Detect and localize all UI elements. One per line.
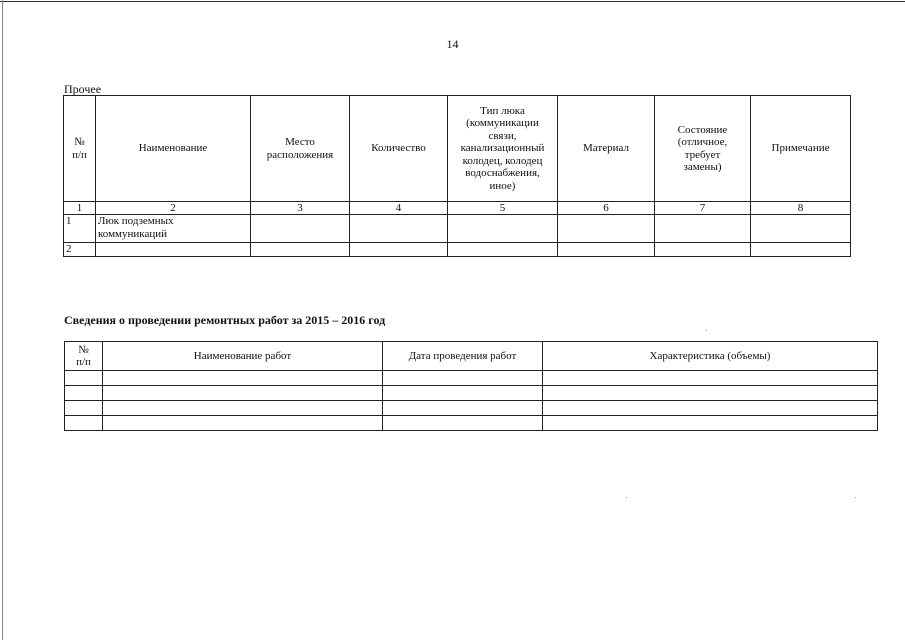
table-row bbox=[65, 371, 878, 386]
row-condition bbox=[655, 215, 751, 243]
row-quantity bbox=[350, 215, 448, 243]
header-num: № п/п bbox=[65, 342, 103, 371]
column-number-row bbox=[64, 202, 851, 215]
column-number: 7 bbox=[655, 202, 751, 215]
row-hatch-type bbox=[448, 215, 558, 243]
header-num: № п/п bbox=[64, 96, 96, 202]
repair-works-title: Сведения о проведении ремонтных работ за 2015 – 2016 год bbox=[64, 313, 386, 327]
row-note bbox=[751, 215, 851, 243]
header-condition: Состояние (отличное, требует замены) bbox=[655, 96, 751, 202]
table-row bbox=[64, 215, 851, 243]
row-quantity bbox=[350, 243, 448, 257]
scan-speck bbox=[626, 497, 627, 498]
row-num: 2 bbox=[64, 243, 96, 257]
table-row bbox=[64, 243, 851, 257]
column-number: 3 bbox=[251, 202, 350, 215]
column-number: 8 bbox=[751, 202, 851, 215]
header-hatch-type: Тип люка (коммуникации связи, канализационный колодец, колодец водоснабжения, иное) bbox=[448, 96, 558, 202]
row-num: 1 bbox=[64, 215, 96, 243]
table-row bbox=[65, 386, 878, 401]
header-characteristic: Характеристика (объемы) bbox=[543, 342, 878, 371]
page-left-border bbox=[2, 0, 3, 640]
table-header-row bbox=[65, 342, 878, 371]
column-number: 1 bbox=[64, 202, 96, 215]
row-condition bbox=[655, 243, 751, 257]
row-material bbox=[558, 215, 655, 243]
row-material bbox=[558, 243, 655, 257]
column-number: 6 bbox=[558, 202, 655, 215]
column-number: 2 bbox=[96, 202, 251, 215]
table-row bbox=[65, 401, 878, 416]
table-row bbox=[65, 416, 878, 431]
scan-speck bbox=[706, 330, 707, 331]
row-name bbox=[96, 243, 251, 257]
header-note: Примечание bbox=[751, 96, 851, 202]
repair-works-table bbox=[64, 341, 878, 431]
column-number: 4 bbox=[350, 202, 448, 215]
column-number: 5 bbox=[448, 202, 558, 215]
page-top-border bbox=[0, 1, 905, 2]
header-date: Дата проведения работ bbox=[383, 342, 543, 371]
header-name: Наименование bbox=[96, 96, 251, 202]
header-material: Материал bbox=[558, 96, 655, 202]
table-header-row bbox=[64, 96, 851, 202]
row-location bbox=[251, 215, 350, 243]
section-label-other: Прочее bbox=[64, 82, 102, 96]
row-name: Люк подземных коммуникаций bbox=[96, 215, 251, 243]
other-items-table bbox=[63, 95, 851, 257]
row-hatch-type bbox=[448, 243, 558, 257]
page-number: 14 bbox=[446, 37, 459, 51]
header-work-name: Наименование работ bbox=[103, 342, 383, 371]
scan-speck bbox=[855, 497, 856, 498]
row-location bbox=[251, 243, 350, 257]
row-note bbox=[751, 243, 851, 257]
header-quantity: Количество bbox=[350, 96, 448, 202]
header-location: Место расположения bbox=[251, 96, 350, 202]
